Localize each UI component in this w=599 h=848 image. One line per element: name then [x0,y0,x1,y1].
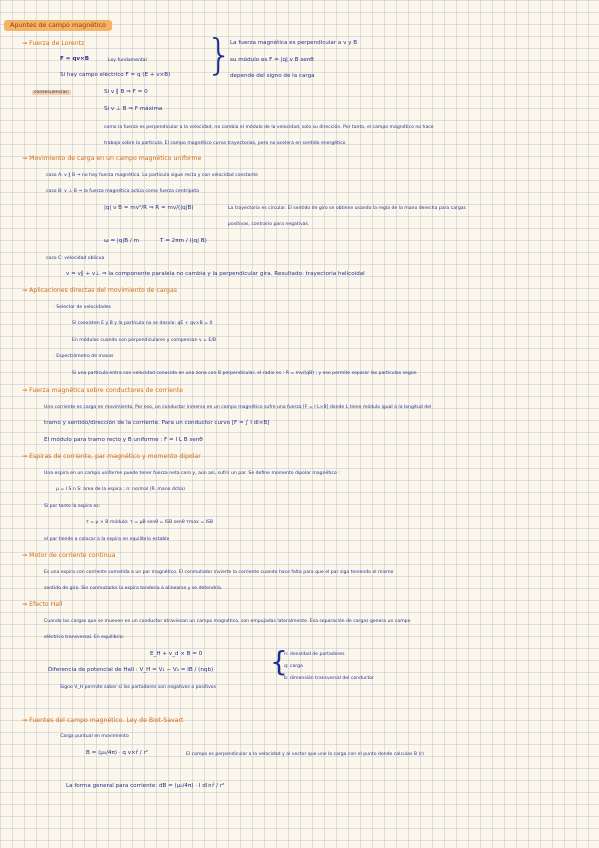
coil-line-2: μ = I S n S: área de la espira ; n: normal (R. mano dcha) [56,487,185,492]
lorentz-formula-note: Ley fundamental [108,58,147,63]
brace-icon: } [206,30,233,79]
motor-line-2: sentido de giro. Sin conmutador la espira tendería a alinearse y se detendría. [44,586,223,591]
hall-equation: E_H + v_d × B = 0 [150,651,203,657]
consequence-1: Si v ∥ B ⇒ F = 0 [104,89,148,95]
biot-point-label: ◦ Carga puntual en movimiento [56,734,129,739]
selector-label: ◦ Selector de velocidades [52,305,112,310]
hall-legend-2: q: carga [284,664,303,669]
case-c-equation: v = v∥ + v⊥ ⇒ la componente paralela no cambia y la perpendicular gira. Resultado: trayectoria helicoidal [66,271,365,277]
case-b-note-1: La trayectoria es circular. El sentido de giro se obtiene usando la regla de la mano derecha para cargas [228,206,466,211]
motor-line-1: Es una espira con corriente sometida a un par magnético. El conmutador invierte la corriente cuando hace falta para que el par siga teniendo el mismo [44,570,394,575]
conductors-line-3: El módulo para tramo recto y B uniforme : F = I L B senθ [44,437,203,443]
coil-line-5: el par tiende a colocar a la espira en equilibrio estable [44,537,170,542]
lorentz-formula: F = qv×B [60,56,90,62]
conductors-line-2: tramo y sentido/dirección de la corriente. Para un conductor curvo [F = ∫ I dl×B] [44,420,270,426]
case-a: caso A: v ∥ B ⇒ no hay fuerza magnética. La partícula sigue recta y con velocidad constante [46,173,258,178]
hall-legend-1: n: densidad de portadores [284,652,345,657]
selector-line-2: En módulos cuando son perpendiculares y compensan v = E/B [72,338,217,343]
conductors-line-1: Una corriente es carga en movimiento. Por eso, un conductor inmerso en un campo magnético sufre una fuerza [F = I L×B] donde L tiene módulo igual a la longitud del [44,405,432,410]
case-b: caso B: v ⊥ B ⇒ la fuerza magnética actúa como fuerza centrípeta [46,189,199,194]
hall-line-1: Cuando las cargas que se mueven en un conductor atraviesan un campo magnético, son empujadas lateralmente. Esa separación de cargas genera un campo [44,619,411,624]
section-lorentz-heading: → Fuerza de Lorentz [22,40,85,47]
page-title: Apuntes de campo magnético [4,20,112,31]
hall-legend-3: b: dimensión transversal del conductor [284,676,374,681]
section-motion-heading: → Movimiento de carga en un campo magnético uniforme [22,155,202,162]
selector-line-1: Si coexisten E y B y la partícula no se desvía: qE + qv×B = 0 [72,321,213,326]
lorentz-prop-1: La fuerza magnética es perpendicular a v y B [230,40,358,46]
section-motor-heading: → Motor de corriente continua [22,552,116,559]
hall-line-2: eléctrico transversal. En equilibrio: [44,635,125,640]
consequence-4: trabajo sobre la partícula. El campo magnético curva trayectorias, pero no acelera en sentido energético [104,141,346,146]
section-biot-heading: → Fuentes del campo magnético. Ley de Biot-Savart [22,717,184,724]
spectrometer-line-1: Si una partícula entra con velocidad conocida en una zona con B perpendicular, el radio es : R = mv/(qB) ; y eso permite separar las partículas según [72,371,417,376]
case-b-note-2: positivas, contrario para negativas. [228,222,310,227]
lorentz-electric: Si hay campo eléctrico F = q (E + v×B) [60,72,171,78]
biot-general: La forma general para corriente: dB = (μ₀/4π) · I dl×r̂ / r² [66,783,225,789]
section-applications-heading: → Aplicaciones directas del movimiento de cargas [22,287,177,294]
period-formula: T = 2πm / (|q| B) [160,238,207,244]
brace-icon: { [270,645,288,678]
lorentz-prop-3: depende del signo de la carga [230,73,315,79]
coil-line-1: Una espira en un campo uniforme puede tener fuerza neta cero y, aún así, sufrir un par. Se define momento dipolar magnético : [44,471,340,476]
omega-formula: ω = |q|B / m [104,238,139,244]
case-c: caso C: velocidad oblicua [46,256,105,261]
biot-point-equation: B = (μ₀/4π) · q v×r̂ / r² [86,750,149,756]
coil-line-3: Si por tanto la espira es: [44,504,101,509]
section-coil-heading: → Espiras de corriente, par magnético y momento dipolar [22,453,201,460]
spectrometer-label: ◦ Espectrómetro de masas [52,354,114,359]
section-conductors-heading: → Fuerza magnética sobre conductores de corriente [22,387,184,394]
consequence-2: Si v ⊥ B ⇒ F máxima [104,106,163,112]
coil-line-4: τ = μ × B módulo: τ = μB senθ = ISB senθ τmax = ISB [86,520,214,525]
case-b-equation: |q| v B = mv²/R ⇒ R = mv/(|q|B) [104,205,194,211]
hall-sign: Signo V_H permite saber si los portadores son negativos o positivos [60,685,216,690]
consequences-label: consecuencias: [34,90,70,95]
lorentz-prop-2: su módulo es F = |q| v B senθ [230,57,314,63]
section-hall-heading: → Efecto Hall [22,601,63,608]
biot-point-note: El campo es perpendicular a la velocidad y al vector que une la carga con el punto donde calculas B (r) [186,752,424,757]
hall-potential: Diferencia de potencial de Hall : V_H = V₁ − V₂ = IB / (nqb) [48,667,214,673]
consequence-3: como la fuerza es perpendicular a la velocidad, no cambia el módulo de la velocidad, solo su dirección. Por tanto, el campo magnético no hace [104,125,434,130]
arrow-icon: → [22,40,28,47]
